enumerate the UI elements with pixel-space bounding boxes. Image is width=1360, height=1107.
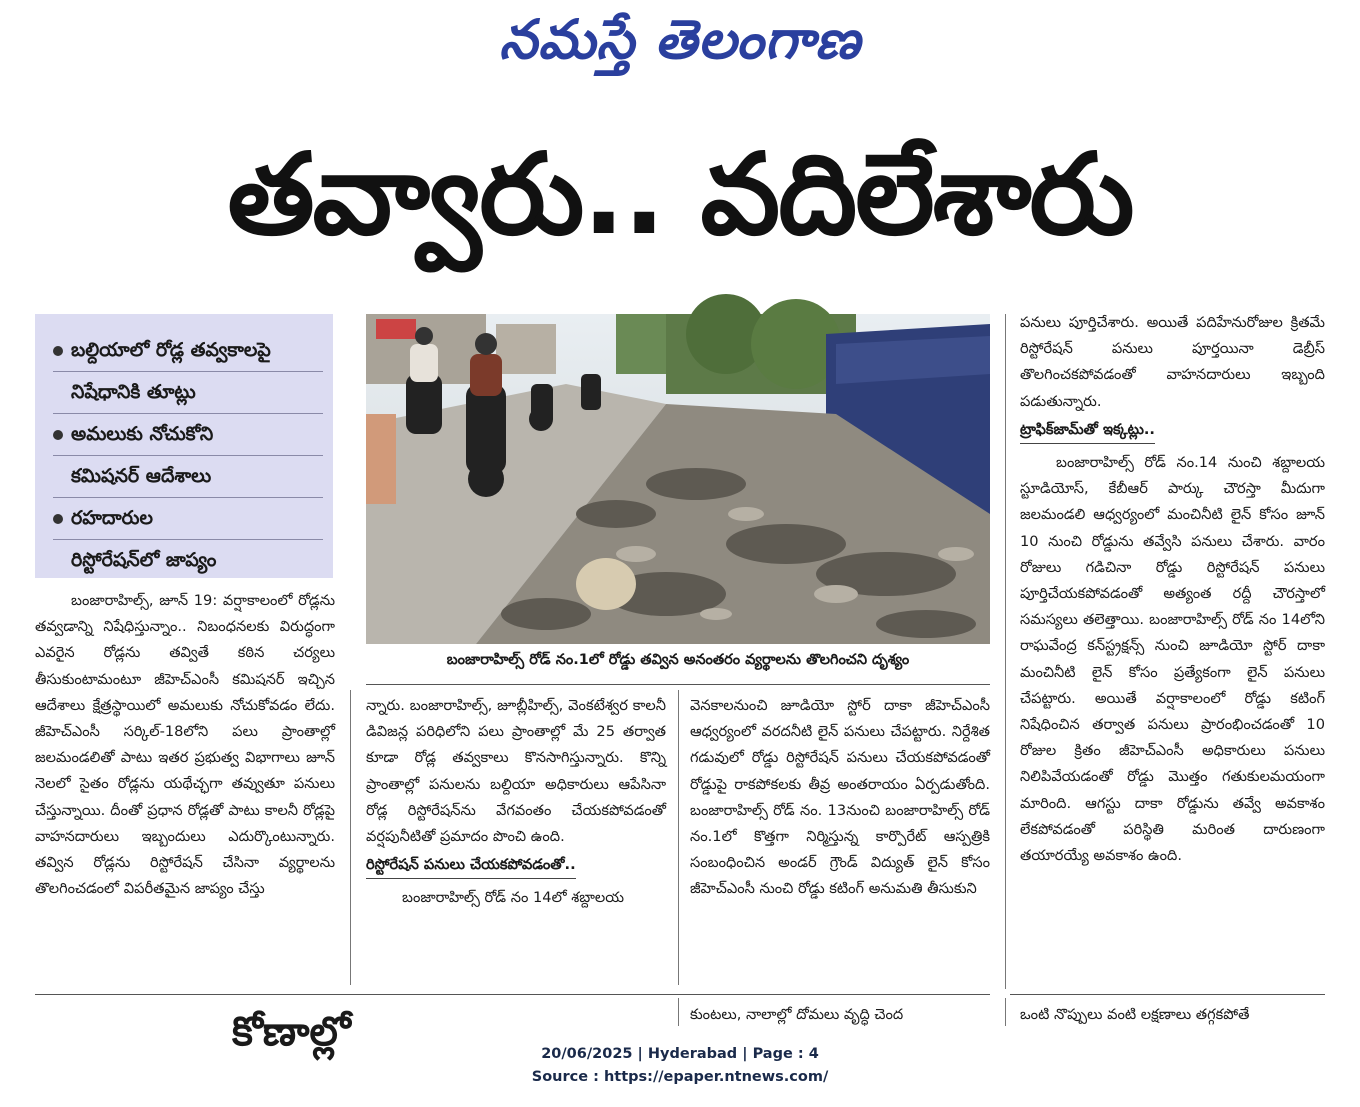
article-continuation [1020, 1002, 1325, 1028]
paragraph: పనులు పూర్తిచేశారు. అయితే పదిహేనురోజుల క్రితమే రిస్టోరేషన్ పనులు పూర్తయినా డెబ్రీస్ తొలగించకపోవడంతో వాహనదారులు ఇబ్బంది పడుతున్నారు. [1020, 314, 1325, 410]
column-divider [350, 690, 351, 985]
article-column-2 [366, 693, 666, 912]
article-headline: తవ్వారు.. వదిలేశారు [227, 130, 1133, 260]
article-continuation [690, 1002, 990, 1028]
source-link[interactable]: Source : https://epaper.ntnews.com/ [531, 1069, 829, 1085]
bullet-icon [53, 430, 63, 440]
paragraph: బంజారాహిల్స్ రోడ్ నం.14 నుంచి శబ్దాలయ స్టూడియోస్, కేబీఆర్ పార్కు చౌరస్తా మీదుగా జలమండలి ఆధ్వర్యంలో మంచినీటి లైన్ కోసం జూన్ 10 నుంచి రోడ్డును తవ్వేసి పనులు చేశారు. వారం రోజులు గడిచినా రోడ్డు రిస్టోరేషన్ పనులు పూర్తిచేయకపోవడంతో అత్యంత రద్దీ చౌరస్తాలో సమస్యలు తలెత్తాయి. బంజారాహిల్స్ రోడ్ నం 14లోని రాఘవేంద్ర కన్‌స్ట్రక్షన్స్ నుంచి జూడియో స్టోర్ దాకా మంచినీటి లైన్ కోసం ప్రత్యేకంగా లైన్ పనులు చేపట్టారు. అయితే వర్షాకాలంలో రోడ్డు కటింగ్ నిషేధించిన తర్వాత పనులు ప్రారంభించడంతో 10 రోజుల క్రితం జీహెచ్‌ఎంసీ అధికారులు పనులు నిలిపివేయడంతో రోడ్డు మొత్తం గతుకులమయంగా మారింది. ఆగస్టు దాకా రోడ్డును తవ్వే అవకాశం లేకపోవడంతో పరిస్థితి మరింత దారుణంగా తయారయ్యే అవకాశం ఉంది. [1020, 454, 1325, 865]
caption-divider [366, 684, 990, 685]
article-column-3 [690, 693, 990, 903]
section-subhead: ట్రాఫిక్‌జామ్‌తో ఇక్కట్లు.. [1020, 417, 1155, 444]
highlight-line: రిస్టోరేషన్‌లో జాప్యం [71, 549, 217, 571]
section-divider [35, 994, 990, 995]
paragraph: బంజారాహిల్స్, జూన్ 19: వర్షాకాలంలో రోడ్లను తవ్వడాన్ని నిషేధిస్తున్నాం.. నిబంధనలకు విరుద్ధంగా ఎవరైన రోడ్లను తవ్వితే కఠిన చర్యలు తీసుకుంటామంటూ జీహెచ్‌ఎంసీ కమిషనర్ ఇచ్చిన ఆదేశాలు క్షేత్రస్థాయిలో అమలుకు నోచుకోవడం లేదు. జీహెచ్‌ఎంసీ సర్కిల్-18లోని పలు ప్రాంతాల్లో జలమండలితో పాటు ఇతర ప్రభుత్వ విభాగాలు జూన్ నెలలో సైతం రోడ్లను యథేచ్ఛగా తవ్వుతూ పనులు చేస్తున్నాయి. దీంతో ప్రధాన రోడ్లతో పాటు కాలనీ రోడ్లపై వాహనదారులు ఇబ్బందులు ఎదుర్కొంటున్నారు. తవ్విన రోడ్లను రిస్టోరేషన్ చేసినా వ్యర్థాలను తొలగించడంలో విపరీతమైన జాప్యం చేస్తు [35, 592, 335, 898]
column-divider [678, 690, 679, 985]
paragraph: న్నారు. బంజారాహిల్స్, జూబ్లీహిల్స్, వెంకటేశ్వర కాలనీ డివిజన్ల పరిధిలోని పలు ప్రాంతాల్లో మే 25 తర్వాత కూడా రోడ్ల తవ్వకాలు కొనసాగిస్తున్నారు. కొన్ని ప్రాంతాల్లో పనులను బల్దియా అధికారులు ఆపేసినా రోడ్ల రిస్టోరేషన్‌ను వేగవంతం చేయకపోవడంతో వర్షపునీటితో ప్రమాదం పొంచి ఉంది. [366, 697, 666, 846]
highlight-item [53, 498, 323, 581]
column-divider [1005, 998, 1006, 1026]
highlight-line: అమలుకు నోచుకోని [71, 423, 214, 445]
edition-info: 20/06/2025 | Hyderabad | Page : 4 [541, 1046, 819, 1062]
paragraph: కుంటలు, నాలాల్లో దోమలు వృద్ధి చెంద [690, 1006, 904, 1023]
road-debris-photo [366, 314, 990, 644]
bullet-icon [53, 514, 63, 524]
highlight-line: బల్దియాలో రోడ్ల తవ్వకాలపై [71, 339, 271, 361]
next-story-headline-fragment: కోణాల్లో [232, 1009, 351, 1055]
paragraph: వెనకాలనుంచి జూడియో స్టోర్ దాకా జీహెచ్‌ఎంసీ ఆధ్వర్యంలో వరదనీటి లైన్ పనులు చేపట్టారు. నిర్దేశిత గడువులో రోడ్డు రిస్టోరేషన్ పనులు చేయకపోవడంతో రోడ్డుపై రాకపోకలకు తీవ్ర అంతరాయం ఏర్పడుతోంది. బంజారాహిల్స్ రోడ్ నం. 13నుంచి బంజారాహిల్స్ రోడ్ నం.1లో కొత్తగా నిర్మిస్తున్న కార్పొరేట్ ఆస్పత్రికి సంబంధించిన అండర్ గ్రౌండ్ విద్యుత్ లైన్ కోసం జీహెచ్‌ఎంసీ నుంచి రోడ్డు కటింగ్ అనుమతి తీసుకుని [690, 697, 990, 898]
column-divider [1005, 314, 1006, 989]
photo-caption: బంజారాహిల్స్ రోడ్ నం.1లో రోడ్డు తవ్విన అనంతరం వ్యర్థాలను తొలగించని దృశ్యం [446, 652, 910, 668]
article-column-1 [35, 588, 335, 902]
photo-illustration [366, 314, 990, 644]
newspaper-masthead: నమస్తే తెలంగాణ [499, 8, 861, 71]
column-divider [678, 998, 679, 1026]
highlight-item [53, 414, 323, 498]
bullet-icon [53, 346, 63, 356]
section-subhead: రిస్టోరేషన్ పనులు చేయకపోవడంతో.. [366, 852, 576, 879]
highlight-line: రహదారుల [71, 507, 153, 529]
paragraph: బంజారాహిల్స్ రోడ్ నం 14లో శబ్దాలయ [402, 889, 625, 907]
highlight-line: కమిషనర్ ఆదేశాలు [53, 456, 323, 498]
highlight-line: నిషేధానికి తూట్లు [53, 372, 323, 414]
section-divider [1010, 994, 1325, 995]
highlight-item [53, 330, 323, 414]
highlights-box [35, 314, 333, 578]
paragraph: ఒంటి నొప్పులు వంటి లక్షణాలు తగ్గకపోతే [1020, 1006, 1250, 1023]
article-column-4 [1020, 310, 1325, 869]
